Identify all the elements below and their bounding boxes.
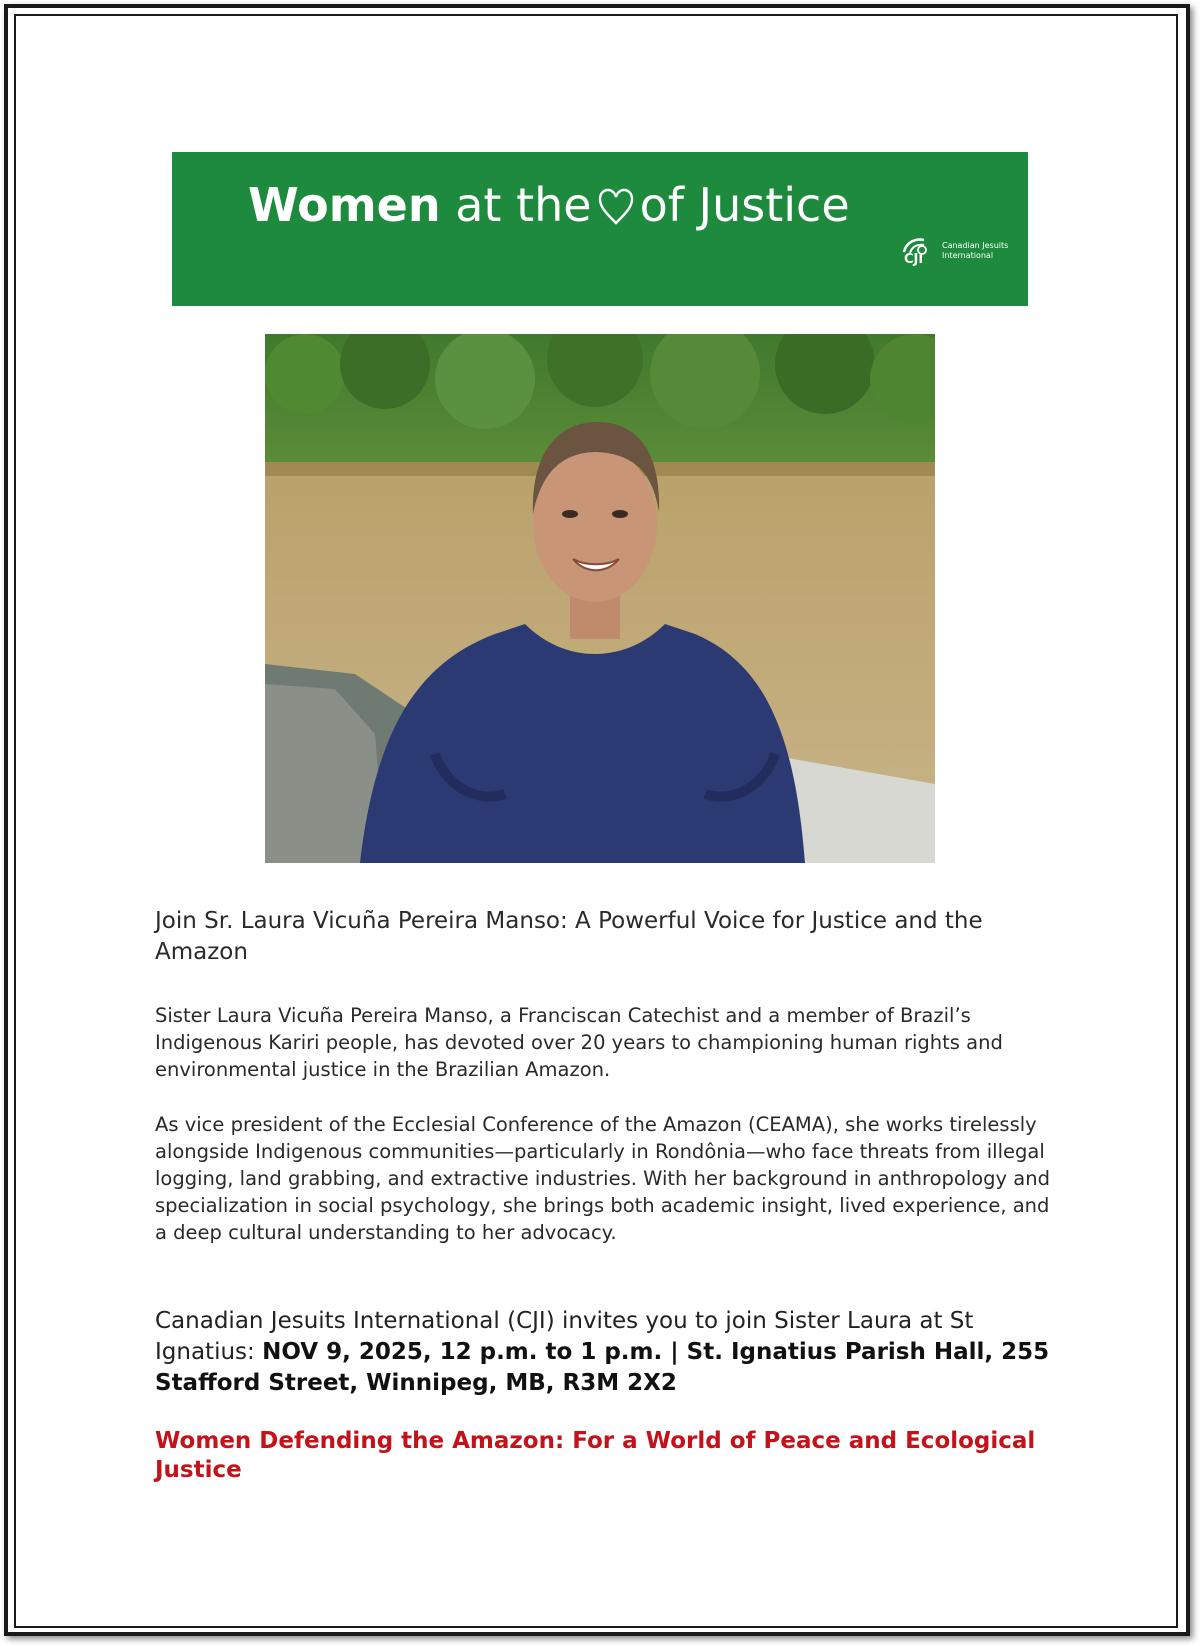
heart-outline-icon (598, 184, 634, 238)
invite-details: NOV 9, 2025, 12 p.m. to 1 p.m. | St. Ignatius Parish Hall, 255 Stafford Street, Winnipeg, MB, R3M 2X2 (155, 1339, 1050, 1396)
bio-paragraph-1: Sister Laura Vicuña Pereira Manso, a Franciscan Catechist and a member of Brazil’s Indigenous Kariri people, has devoted over 20 years to championing human rights and environmental justice in the Brazilian Amazon. (155, 1004, 1003, 1081)
event-invite (155, 1306, 1055, 1399)
speaker-photo (265, 334, 935, 863)
title-banner (172, 152, 1028, 306)
event-tagline: Women Defending the Amazon: For a World of Peace and Ecological Justice (155, 1428, 1036, 1483)
event-headline: Join Sr. Laura Vicuña Pereira Manso: A Powerful Voice for Justice and the Amazon (155, 908, 983, 965)
invite-lead: Canadian Jesuits International (CJI) invites you to join Sister Laura at St Ignatius: (155, 1308, 974, 1365)
banner-title-end: of Justice (639, 178, 850, 232)
bio-paragraph-2: As vice president of the Ecclesial Conference of the Amazon (CEAMA), she works tirelessly alongside Indigenous communities—particularly in Rondônia—who face threats from illegal logging, land grabbing, and extractive industries. With her background in anthropology and specialization in social psychology, she brings both academic insight, lived experience, and a deep cultural understanding to her advocacy. (155, 1113, 1050, 1244)
cji-name: Canadian Jesuits International (942, 241, 1009, 260)
cji-abbr: CJI (904, 252, 924, 267)
banner-title (248, 178, 850, 238)
cji-logo (900, 236, 1010, 280)
banner-title-middle: at the (455, 178, 592, 232)
banner-title-women: Women (248, 178, 441, 232)
